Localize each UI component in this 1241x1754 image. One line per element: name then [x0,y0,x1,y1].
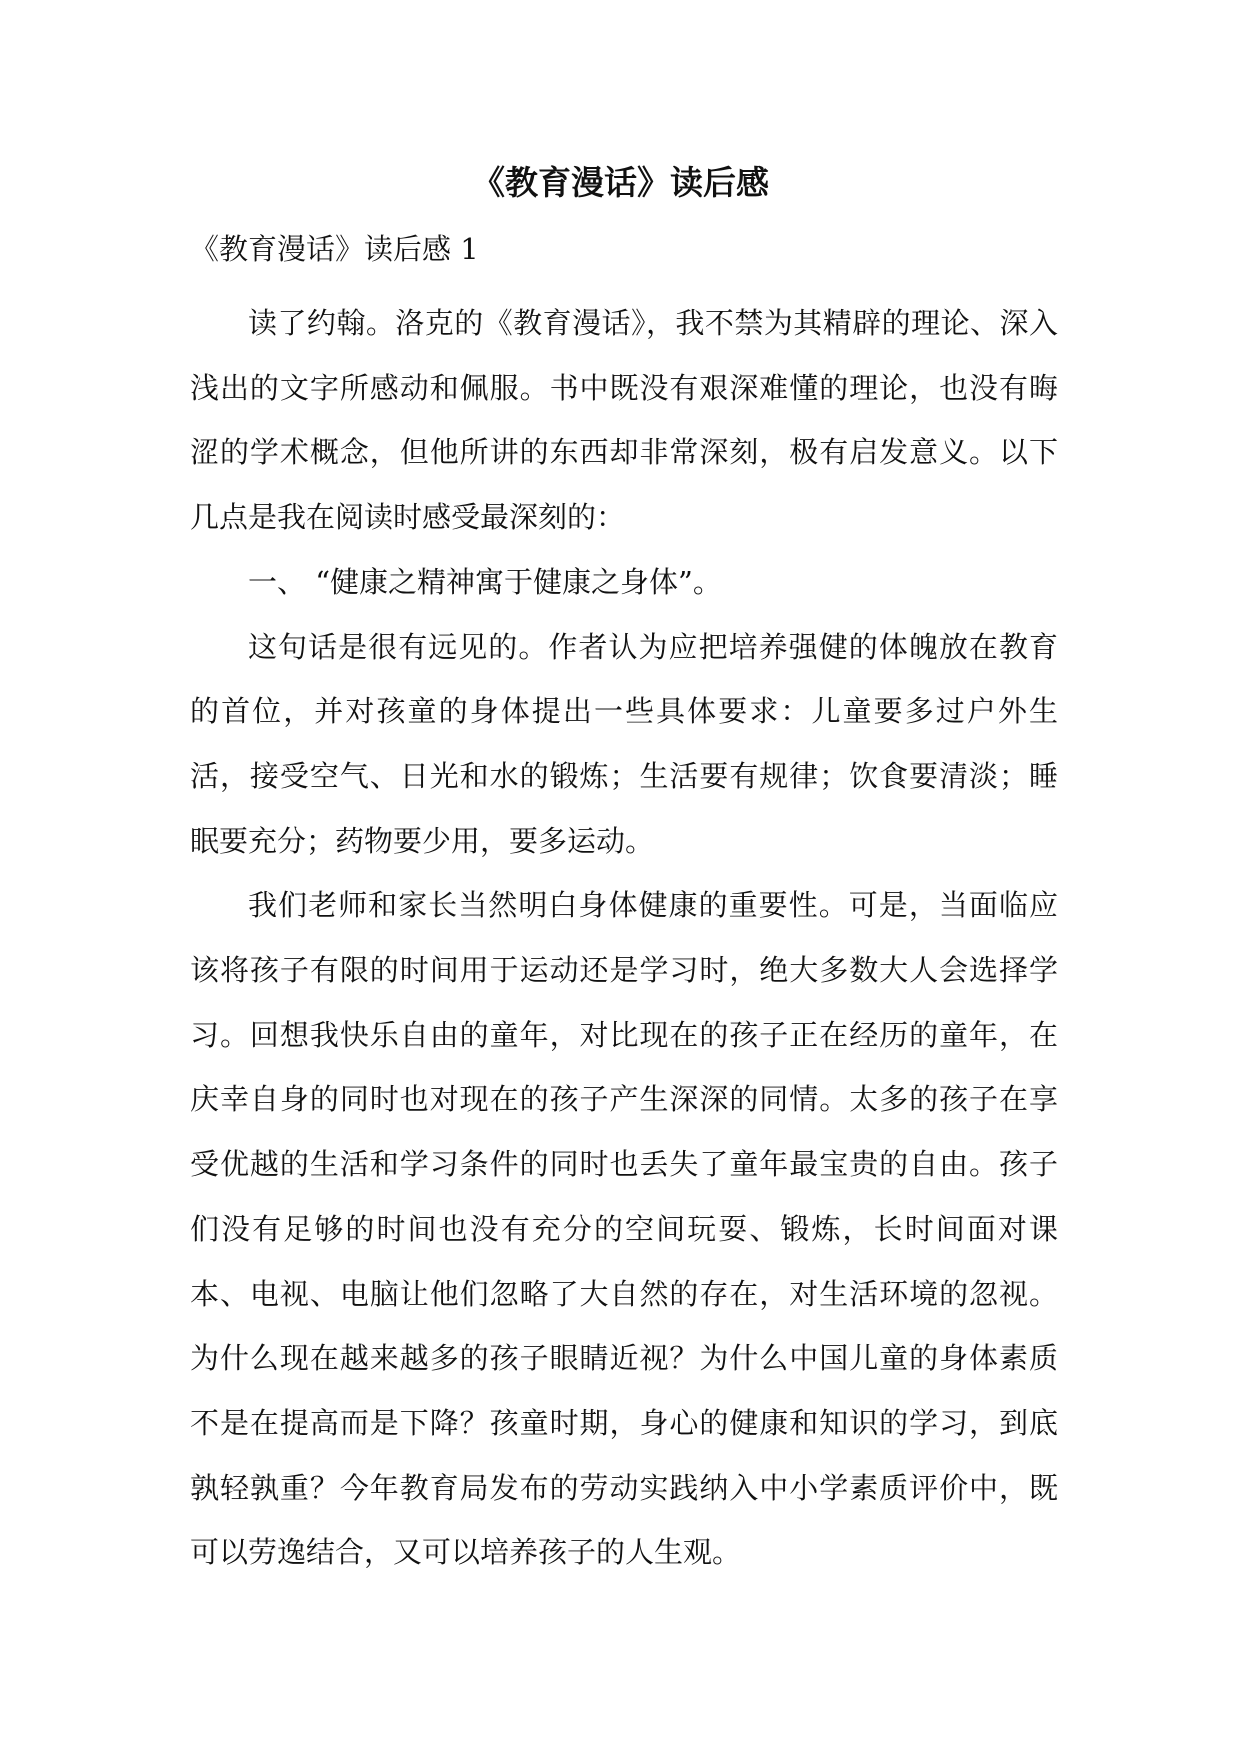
paragraph-2: 一、 “健康之精神寓于健康之身体”。 [248,564,722,599]
paragraph-3: 这句话是很有远见的。作者认为应把培养强健的体魄放在教育的首位，并对孩童的身体提出一些具体要求：儿童要多过户外生活，接受空气、日光和水的锻炼；生活要有规律；饮食要清淡；睡眠要充分；药物要少用，要多运动。 [190,629,1058,858]
body-text [190,291,1058,1585]
paragraph-1: 读了约翰。洛克的《教育漫话》，我不禁为其精辟的理论、深入浅出的文字所感动和佩服。书中既没有艰深难懂的理论，也没有晦涩的学术概念，但他所讲的东西却非常深刻，极有启发意义。以下几点是我在阅读时感受最深刻的： [190,306,1058,535]
paragraph-4: 我们老师和家长当然明白身体健康的重要性。可是，当面临应该将孩子有限的时间用于运动还是学习时，绝大多数大人会选择学习。回想我快乐自由的童年，对比现在的孩子正在经历的童年，在庆幸自身的同时也对现在的孩子产生深深的同情。太多的孩子在享受优越的生活和学习条件的同时也丢失了童年最宝贵的自由。孩子们没有足够的时间也没有充分的空间玩耍、锻炼，长时间面对课本、电视、电脑让他们忽略了大自然的存在，对生活环境的忽视。为什么现在越来越多的孩子眼睛近视？为什么中国儿童的身体素质不是在提高而是下降？孩童时期，身心的健康和知识的学习，到底孰轻孰重？今年教育局发布的劳动实践纳入中小学素质评价中，既可以劳逸结合，又可以培养孩子的人生观。 [190,888,1058,1570]
document-title: 《教育漫话》读后感 [472,163,769,202]
section-heading: 《教育漫话》读后感 1 [190,232,479,266]
